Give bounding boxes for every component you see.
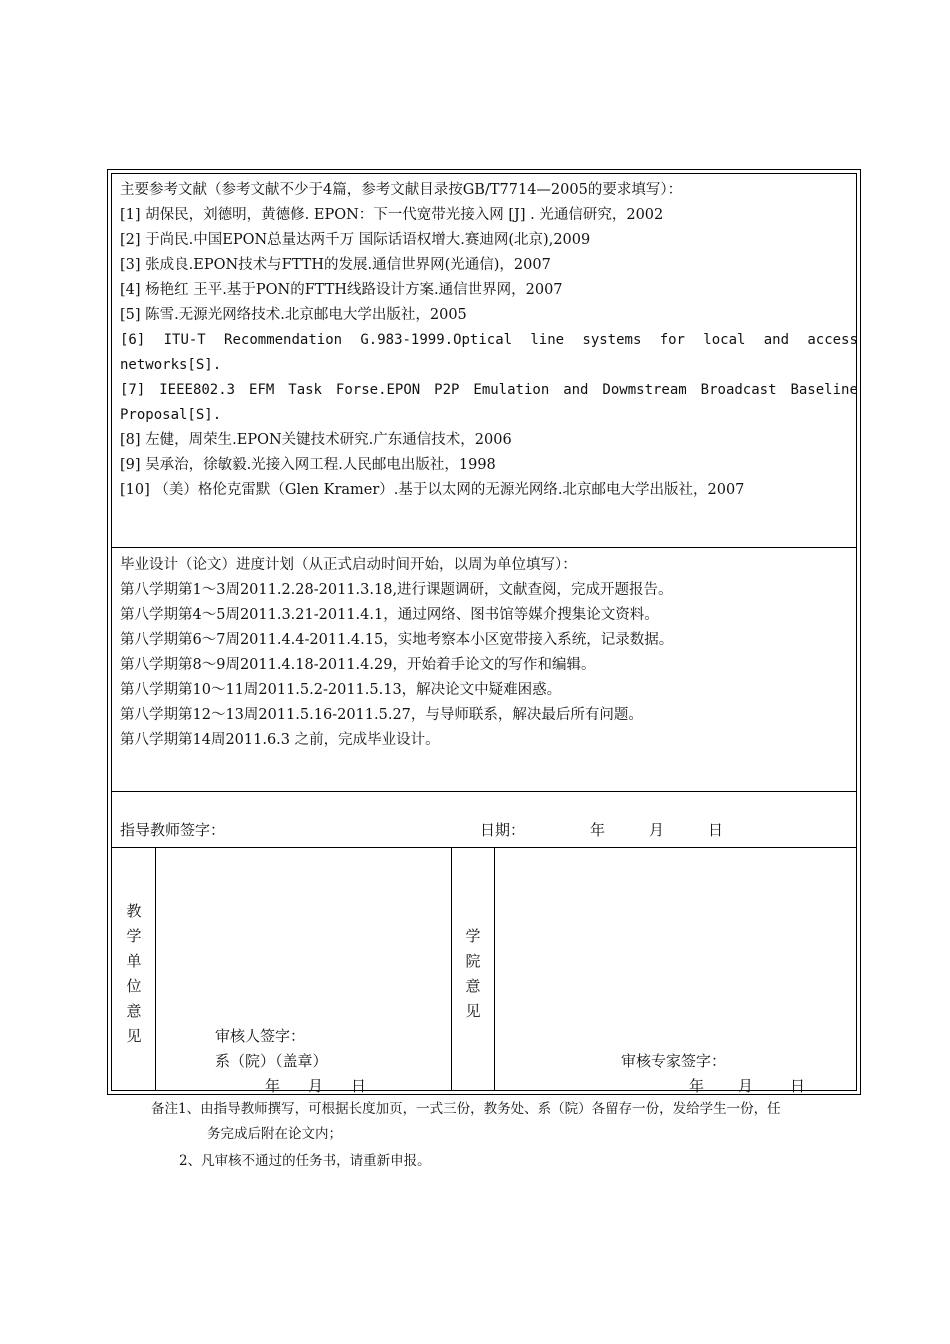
reference-item-7: [7] IEEE802.3 EFM Task Forse.EPON P2P Emulation and Dowmstream Broadcast Baseline (120, 382, 858, 398)
college-date-day: 日 (790, 1077, 806, 1095)
reference-item: [4] 杨艳红 王平.基于PON的FTTH线路设计方案.通信世界网，2007 (120, 282, 563, 298)
schedule-item: 第八学期第1～3周2011.2.28-2011.3.18,进行课题调研，文献查阅，完成开题报告。 (120, 582, 673, 598)
section-divider (112, 547, 856, 548)
note-line-1-continued: 务完成后附在论文内； (207, 1126, 342, 1142)
schedule-item: 第八学期第14周2011.6.3 之前，完成毕业设计。 (120, 732, 440, 748)
references-heading: 主要参考文献（参考文献不少于4篇，参考文献目录按GB/T7714—2005的要求填写）： (120, 182, 683, 198)
unit-date-month: 月 (308, 1077, 324, 1095)
reference-item: [1] 胡保民，刘德明，黄德修. EPON：下一代宽带光接入网 [J] . 光通信研究，2002 (120, 207, 664, 223)
reference-item: [2] 于尚民.中国EPON总量达两千万 国际话语权增大.赛迪网(北京),2009 (120, 232, 591, 248)
cell-divider (155, 847, 156, 1090)
advisor-date-month: 月 (649, 821, 665, 839)
task-form-frame (107, 169, 861, 1095)
advisor-date-day: 日 (708, 821, 724, 839)
reference-item-6-continued: networks[S]. (120, 357, 222, 373)
note-line-2: 2、凡审核不通过的任务书，请重新申报。 (179, 1153, 431, 1169)
college-date-year: 年 (689, 1077, 705, 1095)
note-line-1: 备注1、由指导教师撰写，可根据长度加页，一式三份，教务处、系（院）各留存一份，发给学生一份，任 (151, 1101, 781, 1117)
reference-item: [5] 陈雪.无源光网络技术.北京邮电大学出版社，2005 (120, 307, 467, 323)
expert-signature-label: 审核专家签字： (621, 1052, 727, 1070)
reference-item-6: [6] ITU-T Recommendation G.983-1999.Optical line systems for local and access (120, 332, 858, 348)
reference-item: [10] （美）格伦克雷默（Glen Kramer）.基于以太网的无源光网络.北京邮电大学出版社，2007 (120, 482, 745, 498)
schedule-item: 第八学期第6～7周2011.4.4-2011.4.15，实地考察本小区宽带接入系统，记录数据。 (120, 632, 674, 648)
reference-item: [8] 左健，周荣生.EPON关键技术研究.广东通信技术，2006 (120, 432, 512, 448)
unit-date-day: 日 (351, 1077, 367, 1095)
section-divider (112, 847, 856, 848)
schedule-item: 第八学期第8～9周2011.4.18-2011.4.29，开始着手论文的写作和编辑。 (120, 657, 596, 673)
schedule-item: 第八学期第10～11周2011.5.2-2011.5.13，解决论文中疑难困惑。 (120, 682, 562, 698)
reference-item: [9] 吴承治，徐敏毅.光接入网工程.人民邮电出版社，1998 (120, 457, 496, 473)
reviewer-signature-label: 审核人签字： (215, 1027, 306, 1045)
advisor-date-year: 年 (590, 821, 606, 839)
advisor-date-label: 日期： (480, 821, 526, 839)
schedule-item: 第八学期第4～5周2011.3.21-2011.4.1，通过网络、图书馆等媒介搜集论文资料。 (120, 607, 659, 623)
schedule-item: 第八学期第12～13周2011.5.16-2011.5.27，与导师联系，解决最后所有问题。 (120, 707, 643, 723)
college-date-month: 月 (738, 1077, 754, 1095)
reference-item: [3] 张成良.EPON技术与FTTH的发展.通信世界网(光通信)，2007 (120, 257, 551, 273)
schedule-heading: 毕业设计（论文）进度计划（从正式启动时间开始，以周为单位填写）： (120, 557, 577, 573)
section-divider (112, 791, 856, 792)
unit-date-year: 年 (265, 1077, 281, 1095)
cell-divider (494, 847, 495, 1090)
task-form-table: 主要参考文献（参考文献不少于4篇，参考文献目录按GB/T7714—2005的要求填写）： [1] 胡保民，刘德明，黄德修. EPON：下一代宽带光接入网 [J] . 光通信研究，2002 [2] 于尚民.中国EPON总量达两千万 国际话语权增大.赛迪网(北京),2009 [3] 张成良.EPON技术与FTTH的发展.通信世界网(光通信)，2007 [4] 杨艳红 王平.基于PON的FTTH线路设计方案.通信世界网，2007 [5] 陈雪.无源光网络技术.北京邮电大学出版社，2005 [6] ITU-T Recommendation G.983-1999.Optical line systems for local and access networks[S]. [7] IEEE802.3 EFM Task Forse.EPON P2P Emulation and Dowmstream Broadcast Baseline Proposal[S]. [8] 左健，周荣生.EPON关键技术研究.广东通信技术，2006 [9] 吴承治，徐敏毅.光接入网工程.人民邮电出版社，1998 [10] （美）格伦克雷默（Glen Kramer）.基于以太网的无源光网络.北京邮电大学出版社，2007 毕业设计（论文）进度计划（从正式启动时间开始，以周为单位填写）： 第八学期第1～3周2011.2.28-2011.3.18,进行课题调研，文献查阅，完成开题报告。 第八学期第4～5周2011.3.21-2011.4.1，通过网络、图书馆等媒介搜集论文资料。 第八学期第6～7周2011.4.4-2011.4.15，实地考察本小区宽带接入系统，记录数据。 第八学期第8～9周2011.4.18-2011.4.29，开始着手论文的写作和编辑。 第八学期第10～11周2011.5.2-2011.5.13，解决论文中疑难困惑。 第八学期第12～13周2011.5.16-2011.5.27，与导师联系，解决最后所有问题。 第八学期第14周2011.6.3 之前，完成毕业设计。 指导教师签字： 日期： 年 月 日 教 学 单 位 意 见 审核人签字： 系（院）（盖章） 年 月 日 学 院 意 见 审核专家签字： 年 月 日 (111, 173, 857, 1091)
department-seal-label: 系（院）（盖章） (215, 1052, 328, 1070)
reference-item-7-continued: Proposal[S]. (120, 407, 222, 423)
advisor-signature-label: 指导教师签字： (120, 821, 226, 839)
cell-divider (451, 847, 452, 1090)
